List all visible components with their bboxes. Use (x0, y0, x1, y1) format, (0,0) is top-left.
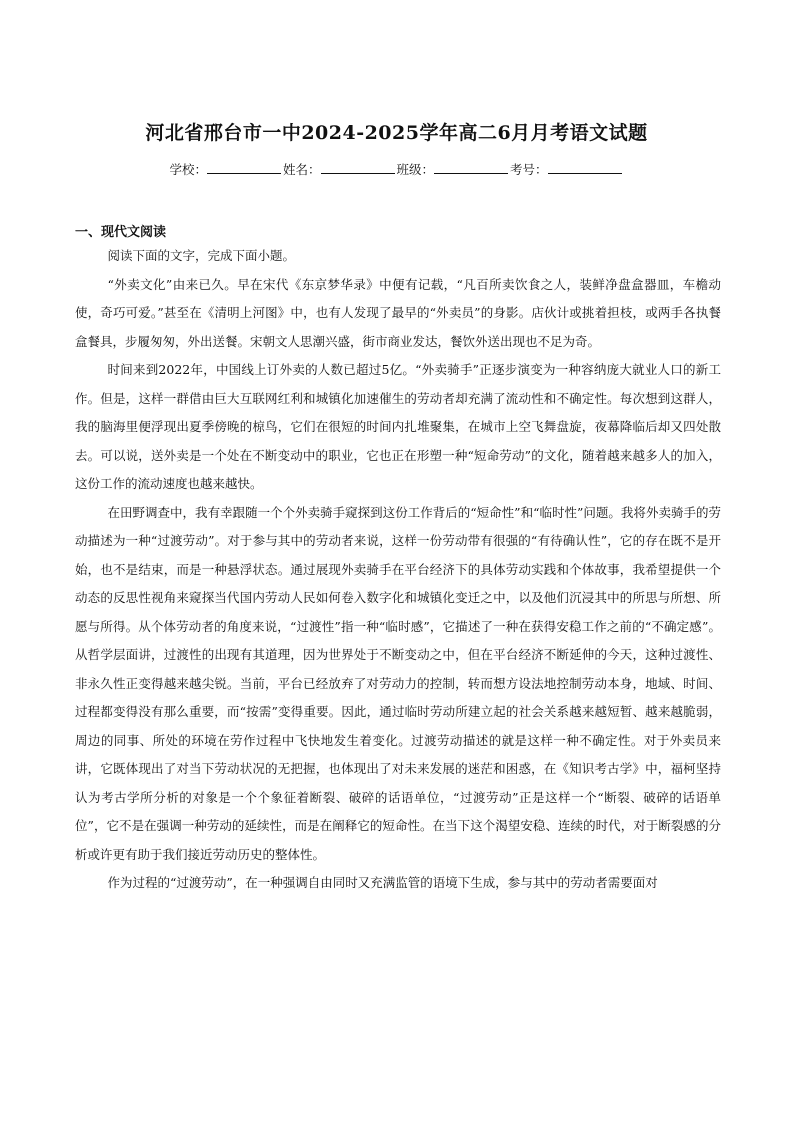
section-heading: 一、现代文阅读 (75, 225, 167, 240)
instruction-text: 阅读下面的文字，完成下面小题。 (107, 248, 296, 263)
class-label: 班级： (396, 162, 435, 177)
passage-paragraph: 作为过程的“过渡劳动”，在一种强调自由同时又充满监管的语境下生成，参与其中的劳动者需要面对 (107, 875, 658, 890)
student-info-line (0, 160, 793, 178)
passage-paragraph: “外卖文化”由来已久。早在宋代《东京梦华录》中便有记载，“凡百所卖饮食之人，装鲜净盘盒器皿，车檐动使，奇巧可爱。”甚至在《清明上河图》中，也有人发现了最早的“外卖员”的身影。店伙计或挑着担枝，或两手各执餐盒餐具，步履匆匆，外出送餐。宋朝文人思潮兴盛，街市商业发达，餐饮外送出现也不足为奇。 (75, 276, 721, 349)
exam-number-field[interactable] (548, 161, 622, 174)
reading-passage (75, 242, 721, 898)
school-field[interactable] (207, 161, 281, 174)
passage-paragraph: 时间来到2022年，中国线上订外卖的人数已超过5亿。“外卖骑手”正逐步演变为一种容纳庞大就业人口的新工作。但是，这样一群借由巨大互联网红利和城镇化加速催生的劳动者却充满了流动性和不确定性。每次想到这群人，我的脑海里便浮现出夏季傍晚的椋鸟，它们在很短的时间内扎堆聚集，在城市上空飞舞盘旋，夜幕降临后却又四处散去。可以说，送外卖是一个处在不断变动中的职业，它也正在形塑一种“短命劳动”的文化，随着越来越多人的加入，这份工作的流动速度也越来越快。 (75, 362, 721, 491)
class-field[interactable] (434, 161, 508, 174)
exam-number-label: 考号： (510, 162, 548, 177)
page-title: 河北省邢台市一中2024-2025学年高二6月月考语文试题 (145, 122, 648, 144)
passage-paragraph: 在田野调查中，我有幸跟随一个个外卖骑手窥探到这份工作背后的“短命性”和“临时性”问题。我将外卖骑手的劳动描述为一种“过渡劳动”。对于参与其中的劳动者来说，这样一份劳动带有很强的“有待确认性”，它的存在既不是开始，也不是结束，而是一种悬浮状态。通过展现外卖骑手在平台经济下的具体劳动实践和个体故事，我希望提供一个动态的反思性视角来窥探当代国内劳动人民如何卷入数字化和城镇化变迁之中，以及他们沉浸其中的所思与所想、所愿与所得。从个体劳动者的角度来说，“过渡性”指一种“临时感”，它描述了一种在获得安稳工作之前的“不确定感”。从哲学层面讲，过渡性的出现有其道理，因为世界处于不断变动之中，但在平台经济不断延伸的今天，这种过渡性、非永久性正变得越来越尖锐。当前，平台已经放弃了对劳动力的控制，转而想方设法地控制劳动本身，地域、时间、过程都变得没有那么重要，而“按需”变得重要。因此，通过临时劳动所建立起的社会关系越来越短暂、越来越脆弱，周边的同事、所处的环境在劳作过程中飞快地发生着变化。过渡劳动描述的就是这样一种不确定性。对于外卖员来讲，它既体现出了对当下劳动状况的无把握，也体现出了对未来发展的迷茫和困惑，在《知识考古学》中，福柯坚持认为考古学所分析的对象是一个个象征着断裂、破碎的话语单位，“过渡劳动”正是这样一个“断裂、破碎的话语单位”，它不是在强调一种劳动的延续性，而是在阐释它的短命性。在当下这个渴望安稳、连续的时代，对于断裂感的分析或许更有助于我们接近劳动历史的整体性。 (75, 504, 721, 862)
school-label: 学校： (169, 162, 207, 177)
name-label: 姓名： (282, 162, 321, 177)
name-field[interactable] (321, 161, 395, 174)
